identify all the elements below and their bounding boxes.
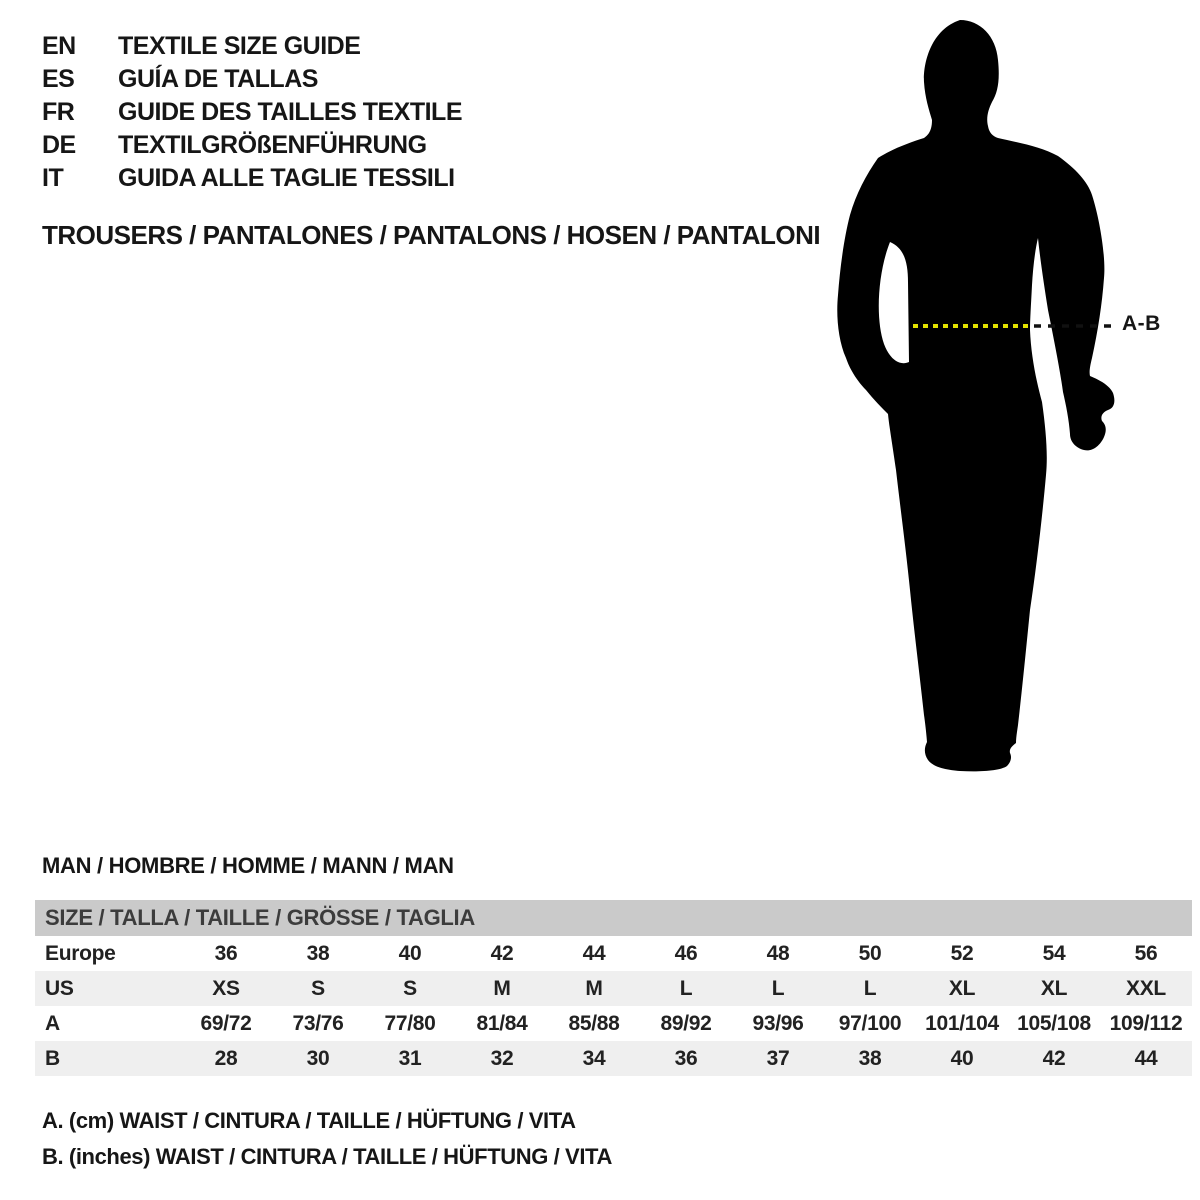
garment-heading: TROUSERS / PANTALONES / PANTALONS / HOSEN / PANTALONI [42,220,821,250]
table-row-us [35,971,1192,1006]
lang-code: EN [42,32,76,60]
cell: 69/72 [200,1012,252,1035]
cell: L [863,977,877,1000]
cell: 32 [490,1047,514,1070]
lang-code: IT [42,164,64,192]
cell: 31 [398,1047,422,1070]
note-b-inches: B. (inches) WAIST / CINTURA / TAILLE / HÜFTUNG / VITA [42,1144,612,1169]
cell: 77/80 [384,1012,436,1035]
lang-row-es [42,63,462,96]
table-row-b-inches [35,1041,1192,1076]
lang-code: FR [42,98,75,126]
cell: 38 [858,1047,882,1070]
cell: 54 [1042,942,1066,965]
lang-label: GUÍA DE TALLAS [118,65,318,93]
cell: M [493,977,511,1000]
cell: 28 [214,1047,238,1070]
cell: 44 [1134,1047,1158,1070]
note-a-cm: A. (cm) WAIST / CINTURA / TAILLE / HÜFTUNG / VITA [42,1108,576,1133]
cell: L [771,977,785,1000]
lang-row-it [42,162,462,195]
lang-label: TEXTILE SIZE GUIDE [118,32,361,60]
cell: L [679,977,693,1000]
language-list [42,30,462,195]
cell: 30 [306,1047,330,1070]
cell: 34 [582,1047,606,1070]
cell: 81/84 [476,1012,528,1035]
table-row-europe [35,936,1192,971]
lang-row-en [42,30,462,63]
cell: 97/100 [838,1012,902,1035]
man-silhouette [820,10,1200,790]
cell: 44 [582,942,606,965]
cell: XL [948,977,976,1000]
size-table [35,900,1192,1076]
cell: 40 [398,942,422,965]
lang-label: GUIDE DES TAILLES TEXTILE [118,98,463,126]
cell: 42 [490,942,514,965]
lang-label: GUIDA ALLE TAGLIE TESSILI [118,164,455,192]
lang-row-fr [42,96,462,129]
row-label: B [45,1047,60,1070]
cell: 38 [306,942,330,965]
cell: 93/96 [752,1012,804,1035]
cell: 105/108 [1017,1012,1091,1035]
cell: M [585,977,603,1000]
lang-label: TEXTILGRÖßENFÜHRUNG [118,131,427,159]
cell: 50 [858,942,882,965]
cell: 40 [950,1047,974,1070]
row-label: US [45,977,74,1000]
lang-row-de [42,129,462,162]
cell: XS [212,977,240,1000]
section-heading-man: MAN / HOMBRE / HOMME / MANN / MAN [42,853,454,878]
cell: XXL [1126,977,1166,1000]
cell: 73/76 [292,1012,344,1035]
cell: 37 [766,1047,790,1070]
cell: 42 [1042,1047,1066,1070]
cell: 52 [950,942,974,965]
cell: 46 [674,942,698,965]
cell: 89/92 [660,1012,712,1035]
cell: 48 [766,942,790,965]
lang-code: ES [42,65,75,93]
cell: 36 [674,1047,698,1070]
cell: 36 [214,942,238,965]
cell: S [311,977,325,1000]
man-silhouette-figure [820,10,1200,790]
cell: 56 [1134,942,1158,965]
measure-label-ab: A-B [1122,312,1161,335]
cell: XL [1040,977,1068,1000]
row-label: A [45,1012,60,1035]
table-row-a-cm [35,1006,1192,1041]
lang-code: DE [42,131,76,159]
cell: 101/104 [925,1012,999,1035]
cell: S [403,977,417,1000]
row-label: Europe [45,942,116,965]
cell: 109/112 [1109,1012,1183,1035]
cell: 85/88 [568,1012,620,1035]
size-table-header: SIZE / TALLA / TAILLE / GRÖSSE / TAGLIA [35,900,1192,936]
